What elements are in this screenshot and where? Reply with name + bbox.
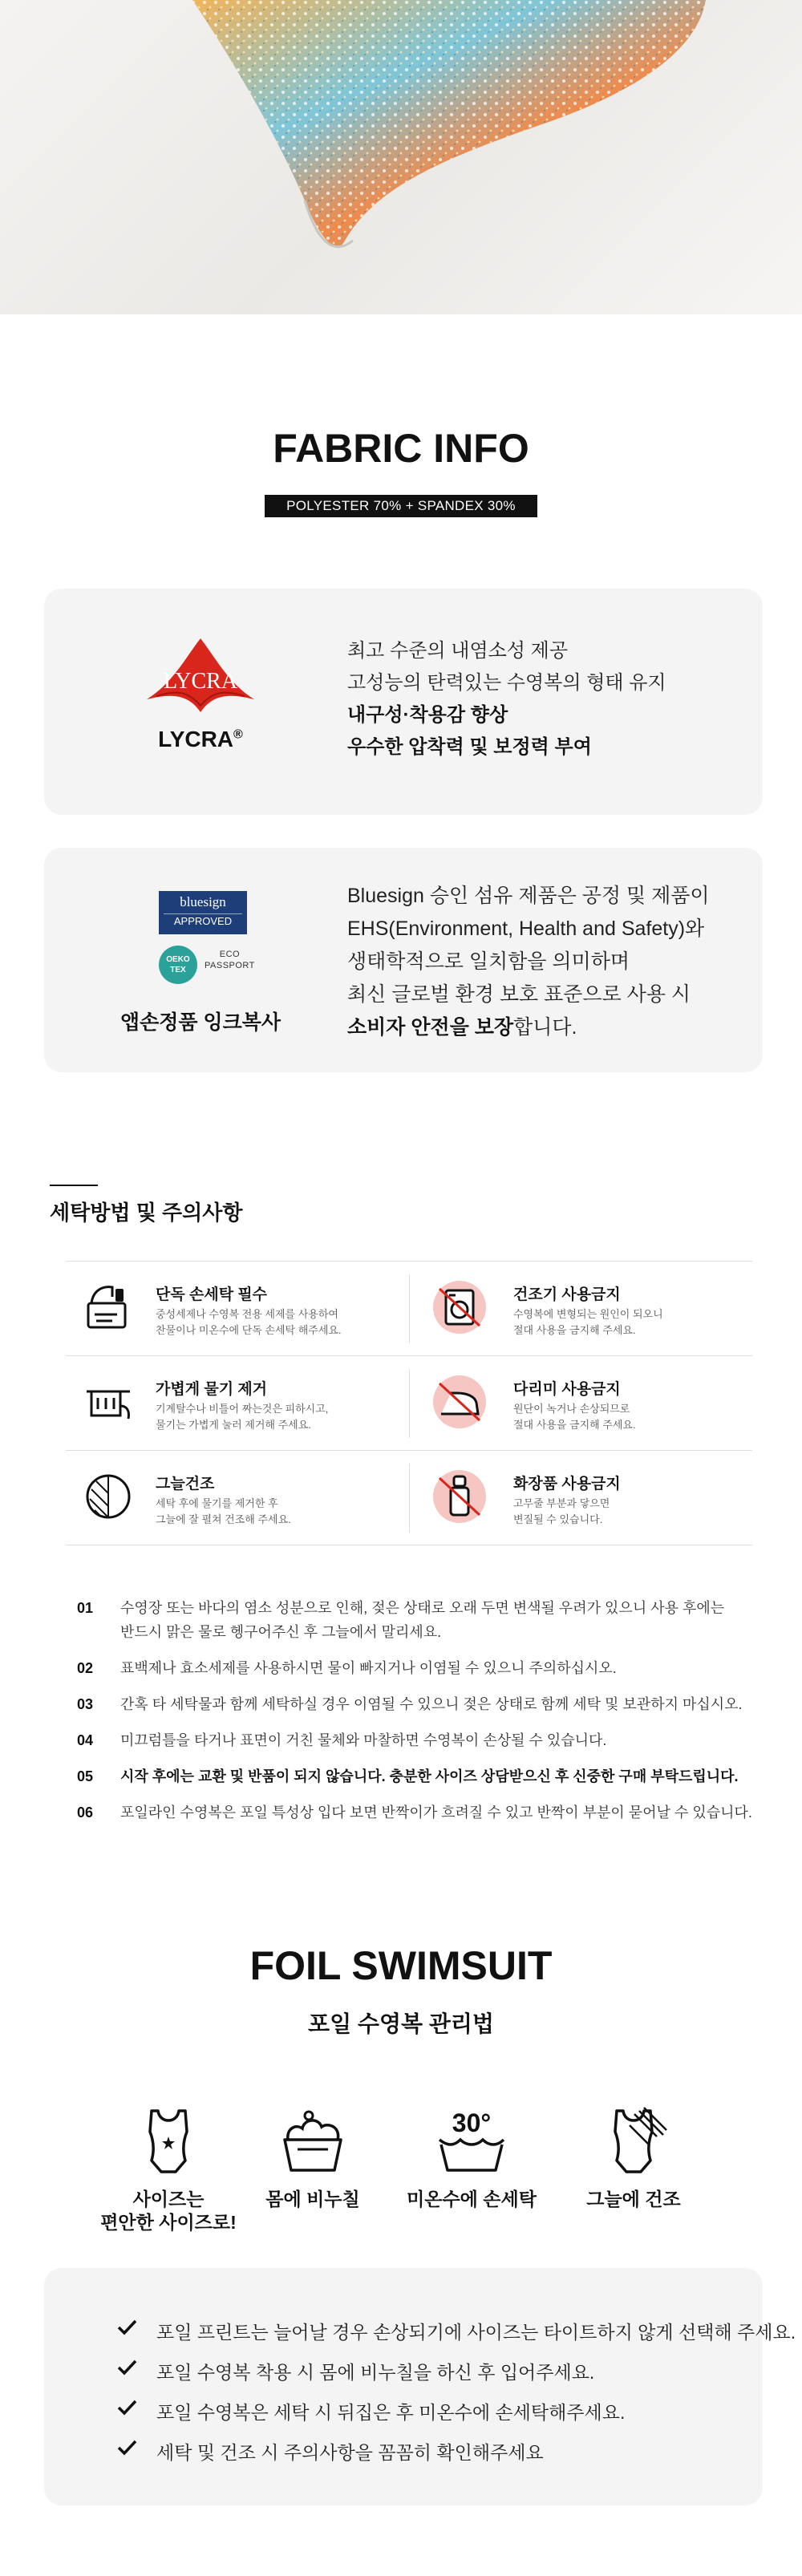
- svg-text:30°: 30°: [452, 2108, 492, 2137]
- lycra-logo-text: LYCRA: [163, 669, 238, 694]
- hero-product-photo: [0, 0, 802, 314]
- shade-dry-shirt-icon: [599, 2104, 668, 2177]
- lycra-line-1: 최고 수준의 내염소성 제공: [347, 640, 569, 662]
- lycra-line-2: 고성능의 탄력있는 수영복의 형태 유지: [347, 672, 666, 694]
- lycra-line-3: 내구성·착용감 향상: [347, 704, 508, 726]
- care-item-gentle-dry: 가볍게 물기 제거 기계탈수나 비틀어 짜는것은 피하시고, 물기는 가볍게 눌러 제거해 주세요.: [66, 1356, 409, 1451]
- oeko-tex-badge: OEKO TEX: [159, 946, 197, 984]
- no-cosmetics-icon: [431, 1468, 488, 1525]
- check-icon: [115, 2355, 139, 2379]
- note-item: 02 표백제나 효소세제를 사용하시면 물이 빠지거나 이염될 수 있으니 주의하십시오.: [77, 1660, 617, 1676]
- wring-icon: [80, 1374, 136, 1430]
- note-item: 05 시작 후에는 교환 및 반품이 되지 않습니다. 충분한 사이즈 상담받으신 후 신중한 구매 부탁드립니다.: [77, 1768, 739, 1784]
- check-icon: [115, 2315, 139, 2339]
- no-dryer-icon: [431, 1279, 488, 1335]
- care-item-no-cosmetics: 화장품 사용금지 고무줄 부분과 닿으면 변질될 수 있습니다.: [409, 1451, 752, 1545]
- wash-section-title: 세탁방법 및 주의사항: [50, 1201, 243, 1225]
- note-item: 04 미끄럼틀을 타거나 표면이 거친 물체와 마찰하면 수영복이 손상될 수 있습니다.: [77, 1732, 607, 1748]
- lycra-card: [44, 589, 763, 815]
- note-item: 01 수영장 또는 바다의 염소 성분으로 인해, 젖은 상태로 오래 두면 변색될 우려가 있으니 사용 후에는 반드시 맑은 물로 헹구어주신 후 그늘에서 말리세요.: [77, 1600, 725, 1640]
- care-item-hand-wash: 단독 손세탁 필수 중성세제나 수영복 전용 세제를 사용하여 찬물이나 미온수에 단독 손세탁 해주세요.: [66, 1262, 409, 1356]
- foil-title: FOIL SWIMSUIT: [249, 1943, 553, 1988]
- bluesign-label: 앱손정품 잉크복사: [119, 1011, 282, 1034]
- care-instruction-grid: [66, 1261, 752, 1546]
- care-item-no-iron: 다리미 사용금지 원단이 녹거나 손상되므로 절대 사용을 금지해 주세요.: [409, 1356, 752, 1451]
- fabric-info-title: FABRIC INFO: [273, 426, 529, 471]
- foil-care-shade-dry: 그늘에 건조: [553, 2104, 714, 2211]
- swimsuit-photo: [0, 0, 802, 314]
- lycra-logo-icon: [140, 635, 261, 715]
- note-item: 03 간혹 타 세탁물과 함께 세탁하실 경우 이염될 수 있으니 젖은 상태로 함께 세탁 및 보관하지 마십시오.: [77, 1696, 743, 1712]
- lycra-line-4: 우수한 압착력 및 보정력 부여: [347, 736, 592, 758]
- soap-bucket-icon: [277, 2104, 349, 2177]
- swimsuit-icon: [134, 2104, 203, 2177]
- check-icon: [115, 2395, 139, 2419]
- bluesign-description: Bluesign 승인 섬유 제품은 공정 및 제품이 EHS(Environment, Health and Safety)와 생태학적으로 일치함을 의미하며 최신 글로벌 환경 보호 표준으로 사용 시 소비자 안전을 보장합니다.: [347, 885, 710, 1039]
- composition-tag: POLYESTER 70% + SPANDEX 30%: [265, 495, 537, 517]
- check-icon: [115, 2435, 139, 2459]
- bluesign-card: [44, 848, 763, 1072]
- bluesign-badge: bluesign APPROVED: [159, 891, 247, 934]
- care-item-shade-dry: 그늘건조 세탁 후에 물기를 제거한 후 그늘에 잘 펼쳐 건조해 주세요.: [66, 1451, 409, 1545]
- lycra-description: [347, 635, 666, 763]
- no-iron-icon: [431, 1374, 488, 1430]
- section-divider: [50, 1185, 98, 1186]
- care-item-no-dryer: 건조기 사용금지 수영복에 변형되는 원인이 되오니 절대 사용을 금지해 주세요.: [409, 1262, 752, 1356]
- foil-care-soap: 몸에 비누칠: [233, 2104, 393, 2211]
- foil-checklist: 포일 프린트는 늘어날 경우 손상되기에 사이즈는 타이트하지 않게 선택해 주세요. 포일 수영복 착용 시 몸에 비누칠을 하신 후 입어주세요. 포일 수영복은 세탁 시 뒤집은 후 미온수에 손세탁해주세요. 세탁 및 건조 시 주의사항을 꼼꼼히 확인해주세요: [44, 2268, 763, 2505]
- shade-dry-icon: [80, 1468, 136, 1525]
- caution-notes: [77, 1596, 767, 1837]
- foil-care-size: 사이즈는 편안한 사이즈로!: [88, 2104, 249, 2234]
- hand-wash-icon: [80, 1279, 136, 1335]
- lycra-label: LYCRA®: [158, 727, 243, 751]
- note-item: 06 포일라인 수영복은 포일 특성상 입다 보면 반짝이가 흐려질 수 있고 반짝이 부분이 묻어날 수 있습니다.: [77, 1804, 752, 1821]
- foil-care-hand-wash: 30° 미온수에 손세탁: [391, 2104, 552, 2211]
- foil-subtitle: 포일 수영복 관리법: [308, 2011, 494, 2036]
- wash-30-icon: [433, 2104, 510, 2177]
- eco-passport-text: ECO PASSPORT: [205, 950, 255, 970]
